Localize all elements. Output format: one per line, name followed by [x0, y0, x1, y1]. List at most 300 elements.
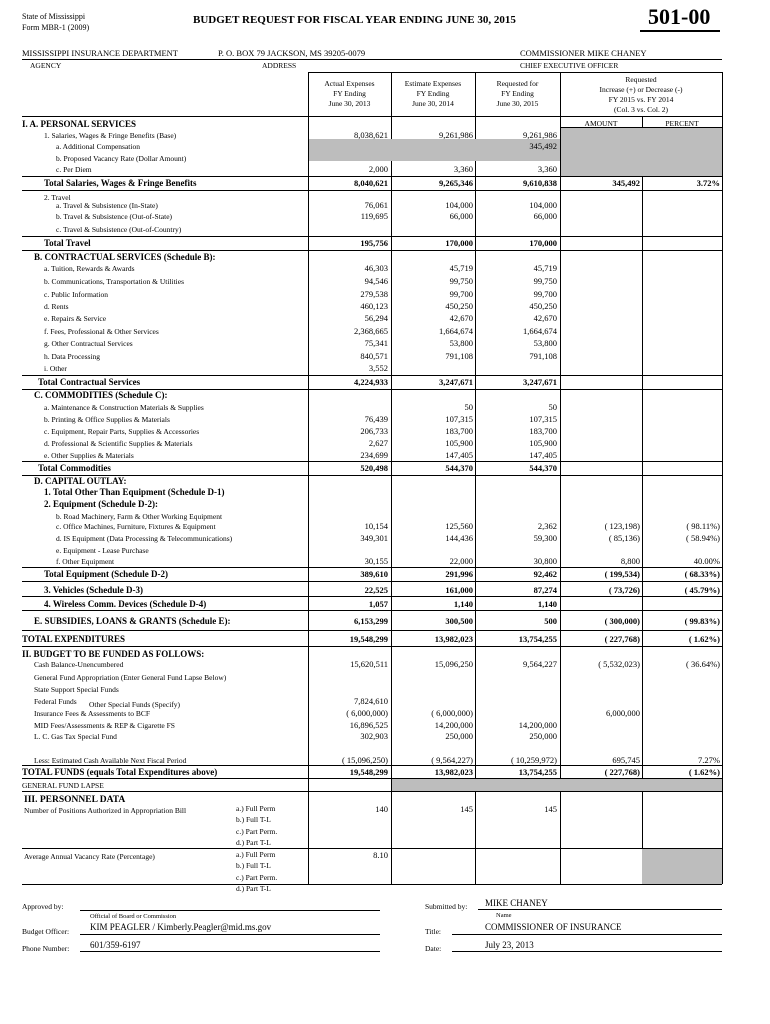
requested-value: 66,000 [533, 211, 557, 221]
approved-by-label: Approved by: [22, 902, 64, 911]
actual-value: 2,627 [368, 438, 388, 448]
date-line [452, 951, 722, 952]
row-label: 1. Total Other Than Equipment (Schedule D-1) [44, 487, 225, 497]
row-sep [22, 848, 722, 849]
table-row [0, 238, 770, 249]
table-row [0, 708, 770, 719]
table-row [0, 438, 770, 449]
table-row [0, 696, 770, 707]
page-title: BUDGET REQUEST FOR FISCAL YEAR ENDING JUNE 30, 2015 [193, 14, 516, 26]
table-row [0, 720, 770, 731]
table-row [0, 487, 770, 498]
estimate-value: 42,670 [449, 313, 473, 323]
table-row [0, 545, 770, 556]
estimate-value: 50 [464, 402, 473, 412]
row-label: Total Equipment (Schedule D-2) [44, 569, 168, 579]
row-label: 1. Salaries, Wages & Fringe Benefits (Base) [44, 131, 177, 140]
estimate-value: 9,265,346 [439, 178, 473, 188]
table-row [0, 351, 770, 362]
row-label: f. Fees, Professional & Other Services [44, 327, 159, 336]
row-sep [22, 596, 722, 597]
row-label: c. Equipment, Repair Parts, Supplies & Accessories [44, 427, 200, 436]
submitted-value: MIKE CHANEY [485, 898, 548, 908]
row-label: Less: Estimated Cash Available Next Fiscal Period [34, 756, 187, 765]
row-label: Total Travel [44, 238, 91, 248]
row-label: b. Proposed Vacancy Rate (Dollar Amount) [56, 154, 187, 163]
change-percent: 7.27% [698, 755, 720, 765]
actual-value: ( 15,096,250) [341, 755, 388, 765]
row-label: e. Repairs & Service [44, 314, 107, 323]
estimate-value: 3,360 [453, 164, 473, 174]
row-label: i. Other [44, 364, 67, 373]
submitted-line [478, 909, 722, 910]
row-label: TOTAL FUNDS (equals Total Expenditures above) [22, 767, 218, 777]
change-percent: ( 98.11%) [686, 521, 720, 531]
actual-value: 6,153,299 [354, 616, 388, 626]
estimate-value: 183,700 [445, 426, 473, 436]
state-label: State of Mississippi [22, 12, 86, 21]
row-label: a. Additional Compensation [56, 142, 140, 151]
actual-value: 94,546 [364, 276, 388, 286]
row-label: g. Other Contractual Services [44, 339, 133, 348]
row-label: d. IS Equipment (Data Processing & Telecommunications) [56, 534, 233, 543]
requested-value: 107,315 [529, 414, 557, 424]
submitted-label: Submitted by: [425, 902, 468, 911]
table-row [0, 599, 770, 610]
row-sep [22, 567, 722, 568]
actual-value: 520,498 [360, 463, 388, 473]
requested-value: 104,000 [529, 200, 557, 210]
table-row [0, 731, 770, 742]
col-requested-header: Requested for FY Ending June 30, 2015 [496, 79, 539, 108]
row-label: c. Office Machines, Furniture, Fixtures & Equipment [56, 522, 216, 531]
agency-address: P. O. BOX 79 JACKSON, MS 39205-0079 [218, 48, 366, 58]
requested-value: 2,362 [537, 521, 557, 531]
row-label: Cash Balance-Unencumbered [34, 660, 124, 669]
change-percent: ( 68.33%) [684, 569, 720, 579]
table-row [0, 224, 770, 235]
requested-value: 30,800 [533, 556, 557, 566]
actual-value: 19,548,299 [349, 634, 388, 644]
row-label: b. Printing & Office Supplies & Materials [44, 415, 170, 424]
requested-value: 3,247,671 [523, 377, 557, 387]
personnel-sub-label: d.) Part T-L [236, 884, 271, 893]
estimate-value: 105,900 [445, 438, 473, 448]
requested-value: 500 [544, 616, 557, 626]
row-sep [22, 791, 722, 792]
table-row [0, 313, 770, 324]
table-row [0, 569, 770, 580]
row-label: a. Maintenance & Construction Materials & Supplies [44, 403, 204, 412]
budget-officer-value: KIM PEAGLER / Kimberly.Peagler@mid.ms.gov [90, 922, 272, 932]
requested-value: 13,754,255 [518, 634, 557, 644]
actual-value: 75,341 [364, 338, 388, 348]
phone-line [80, 951, 380, 952]
row-label: C. COMMODITIES (Schedule C): [34, 390, 168, 400]
table-row [0, 521, 770, 532]
positions-label: Number of Positions Authorized in Appropriation Bill [24, 806, 187, 815]
estimate-value: 125,560 [445, 521, 473, 531]
table-row [0, 672, 770, 683]
row-sep [22, 778, 722, 779]
row-label: e. Other Supplies & Materials [44, 451, 134, 460]
row-label: TOTAL EXPENDITURES [22, 634, 125, 644]
actual-value: 2,368,665 [354, 326, 388, 336]
actual-value: 195,756 [360, 238, 388, 248]
estimate-value: 15,096,250 [434, 659, 473, 669]
requested-value: 1,140 [537, 599, 557, 609]
row-label: b. Communications, Transportation & Utilities [44, 277, 185, 286]
row-label: MID Fees/Assessments & REP & Cigarette FS [34, 721, 175, 730]
estimate-value: 22,000 [449, 556, 473, 566]
actual-value: ( 6,000,000) [346, 708, 388, 718]
table-row [0, 200, 770, 211]
estimate-value: 99,750 [449, 276, 473, 286]
change-percent: ( 1.62%) [688, 634, 720, 644]
row-label: E. SUBSIDIES, LOANS & GRANTS (Schedule E): [34, 616, 231, 626]
requested-value: 99,700 [533, 289, 557, 299]
grid-bottom [22, 884, 722, 885]
table-row [0, 659, 770, 670]
change-amount: ( 300,000) [604, 616, 640, 626]
title-label: Title: [425, 927, 441, 936]
requested-value: 50 [548, 402, 557, 412]
table-row [0, 476, 770, 487]
col-amount-header: AMOUNT [584, 119, 618, 128]
row-label: B. CONTRACTUAL SERVICES (Schedule B): [34, 252, 216, 262]
requested-value: 791,108 [529, 351, 557, 361]
col-change-header: Requested Increase (+) or Decrease (-) FY 2015 vs. FY 2014 (Col. 3 vs. Col. 2) [599, 75, 683, 114]
table-row [0, 684, 770, 695]
change-amount: 695,745 [612, 755, 640, 765]
requested-value: 13,754,255 [518, 767, 557, 777]
actual-value: 7,824,610 [354, 696, 388, 706]
requested-value: 450,250 [529, 301, 557, 311]
col-actual-header: Actual Expenses FY Ending June 30, 2013 [324, 79, 375, 108]
row-sep [22, 190, 722, 191]
change-percent: ( 45.79%) [684, 585, 720, 595]
vacancy-label: Average Annual Vacancy Rate (Percentage) [24, 852, 155, 861]
actual-value: 302,903 [360, 731, 388, 741]
table-row [0, 377, 770, 388]
row-label: a. Tuition, Rewards & Awards [44, 264, 135, 273]
personnel-sub-label: d.) Part T-L [236, 838, 271, 847]
estimate-value: 14,200,000 [434, 720, 473, 730]
title-value: COMMISSIONER OF INSURANCE [485, 922, 622, 932]
table-row [0, 326, 770, 337]
row-label: II. BUDGET TO BE FUNDED AS FOLLOWS: [22, 649, 205, 659]
estimate-value: 144,436 [445, 533, 473, 543]
row-sep [22, 461, 722, 462]
table-row [0, 463, 770, 474]
change-percent: ( 99.83%) [684, 616, 720, 626]
actual-value: 279,538 [360, 289, 388, 299]
row-label: Total Contractual Services [38, 377, 141, 387]
col-estimate-header: Estimate Expenses FY Ending June 30, 2014 [404, 79, 462, 108]
actual-value: 30,155 [364, 556, 388, 566]
row-sep [22, 176, 722, 177]
requested-value: 92,462 [533, 569, 557, 579]
change-percent: ( 1.62%) [688, 767, 720, 777]
ceo-caption: CHIEF EXECUTIVE OFFICER [520, 61, 619, 70]
budget-officer-label: Budget Officer: [22, 927, 70, 936]
requested-value: 9,261,986 [523, 130, 557, 140]
positions-actual: 140 [375, 804, 388, 814]
table-row [0, 164, 770, 175]
table-row [0, 276, 770, 287]
actual-value: 460,123 [360, 301, 388, 311]
row-label: b. Travel & Subsistence (Out-of-State) [56, 212, 173, 221]
estimate-value: 3,247,671 [439, 377, 473, 387]
change-amount: ( 227,768) [604, 634, 640, 644]
actual-value: 206,733 [360, 426, 388, 436]
personnel-title: III. PERSONNEL DATA [24, 795, 126, 805]
actual-value: 119,695 [360, 211, 388, 221]
change-percent: 40.00% [693, 556, 720, 566]
change-percent: ( 58.94%) [686, 533, 720, 543]
row-sep [22, 610, 722, 611]
row-sep [22, 581, 722, 582]
estimate-value: ( 6,000,000) [431, 708, 473, 718]
estimate-value: 300,500 [445, 616, 473, 626]
actual-value: 1,057 [368, 599, 388, 609]
row-label: I. A. PERSONAL SERVICES [22, 119, 136, 129]
estimate-value: 107,315 [445, 414, 473, 424]
actual-value: 56,294 [364, 313, 388, 323]
requested-value: 3,360 [537, 164, 557, 174]
requested-value: ( 10,259,972) [510, 755, 557, 765]
requested-value: 183,700 [529, 426, 557, 436]
estimate-value: 1,664,674 [439, 326, 473, 336]
table-row [0, 289, 770, 300]
row-label: D. CAPITAL OUTLAY: [34, 476, 127, 486]
row-label: d. Rents [44, 302, 69, 311]
estimate-value: 104,000 [445, 200, 473, 210]
actual-value: 16,896,525 [349, 720, 388, 730]
change-amount: ( 73,726) [608, 585, 640, 595]
table-row [0, 211, 770, 222]
row-sep [22, 630, 722, 631]
requested-value: 59,300 [533, 533, 557, 543]
change-amount: ( 227,768) [604, 767, 640, 777]
row-label: e. Equipment - Lease Purchase [56, 546, 149, 555]
personnel-sub-label: a.) Full Perm [236, 804, 276, 813]
change-amount: ( 85,136) [608, 533, 640, 543]
table-row [0, 301, 770, 312]
actual-value: 8,038,621 [354, 130, 388, 140]
table-row [0, 780, 770, 791]
official-caption: Official of Board or Commission [90, 913, 177, 920]
actual-value: 349,301 [360, 533, 388, 543]
actual-value: 3,552 [368, 363, 388, 373]
table-row [0, 585, 770, 596]
requested-value: 9,564,227 [523, 659, 557, 669]
row-label: h. Data Processing [44, 352, 101, 361]
estimate-value: 544,370 [445, 463, 473, 473]
actual-value: 2,000 [368, 164, 388, 174]
row-label: Federal Funds [34, 697, 77, 706]
table-row [0, 767, 770, 778]
change-amount: 6,000,000 [606, 708, 640, 718]
change-percent: 3.72% [696, 178, 720, 188]
header-rule [22, 59, 722, 60]
date-label: Date: [425, 944, 442, 953]
actual-value: 10,154 [364, 521, 388, 531]
grid-top [308, 72, 722, 73]
actual-value: 76,439 [364, 414, 388, 424]
table-row [0, 178, 770, 189]
estimate-value: 291,996 [445, 569, 473, 579]
requested-value: 9,610,838 [523, 178, 557, 188]
change-amount: ( 123,198) [604, 521, 640, 531]
estimate-value: 99,700 [449, 289, 473, 299]
requested-value: 345,492 [529, 141, 557, 151]
row-label: b. Road Machinery, Farm & Other Working Equipment [56, 512, 223, 521]
personnel-sub-label: b.) Full T-L [236, 861, 271, 870]
row-label: d. Professional & Scientific Supplies & Materials [44, 439, 193, 448]
table-row [0, 414, 770, 425]
change-amount: 345,492 [612, 178, 640, 188]
actual-value: 840,571 [360, 351, 388, 361]
table-row [0, 616, 770, 627]
table-row [0, 499, 770, 510]
row-label: c. Public Information [44, 290, 108, 299]
estimate-value: 1,140 [453, 599, 473, 609]
table-row [0, 402, 770, 413]
row-label: c. Per Diem [56, 165, 92, 174]
name-caption: Name [496, 912, 512, 919]
grid-head-bottom [22, 116, 722, 117]
requested-value: 99,750 [533, 276, 557, 286]
estimate-value: ( 9,564,227) [431, 755, 473, 765]
row-label: L. C. Gas Tax Special Fund [34, 732, 117, 741]
change-amount: ( 5,532,023) [598, 659, 640, 669]
personnel-sub-label: b.) Full T-L [236, 815, 271, 824]
approved-by-line [80, 910, 380, 911]
table-row [0, 363, 770, 374]
row-sep [22, 646, 722, 647]
budget-officer-line [80, 934, 380, 935]
row-label: 2. Travel [44, 193, 71, 202]
actual-value: 22,525 [364, 585, 388, 595]
row-label: f. Other Equipment [56, 557, 115, 566]
actual-value: 76,061 [364, 200, 388, 210]
actual-value: 15,620,511 [350, 659, 388, 669]
change-amount: 8,800 [620, 556, 640, 566]
shaded-block [642, 849, 722, 884]
address-caption: ADDRESS [262, 61, 297, 70]
actual-value: 4,224,933 [354, 377, 388, 387]
row-label: State Support Special Funds [34, 685, 119, 694]
estimate-value: 9,261,986 [439, 130, 473, 140]
requested-value: 170,000 [529, 238, 557, 248]
estimate-value: 147,405 [445, 450, 473, 460]
row-label: Insurance Fees & Assessments to BCF [34, 709, 151, 718]
requested-value: 42,670 [533, 313, 557, 323]
requested-value: 1,664,674 [523, 326, 557, 336]
requested-value: 45,719 [533, 263, 557, 273]
row-label: 2. Equipment (Schedule D-2): [44, 499, 159, 509]
form-label: Form MBR-1 (2009) [22, 23, 90, 32]
requested-value: 53,800 [533, 338, 557, 348]
personnel-sub-label: c.) Part Perm. [236, 827, 278, 836]
estimate-value: 791,108 [445, 351, 473, 361]
table-row [0, 130, 770, 141]
agency-name: MISSISSIPPI INSURANCE DEPARTMENT [22, 48, 178, 58]
ceo-name: COMMISSIONER MIKE CHANEY [520, 48, 647, 58]
estimate-value: 450,250 [445, 301, 473, 311]
table-row [0, 141, 770, 152]
code-underline [640, 30, 720, 32]
table-row [0, 533, 770, 544]
requested-value: 147,405 [529, 450, 557, 460]
table-row [0, 252, 770, 263]
table-row [0, 634, 770, 645]
positions-estimate: 145 [460, 804, 473, 814]
actual-value: 19,548,299 [349, 767, 388, 777]
row-label: Total Salaries, Wages & Fringe Benefits [44, 178, 197, 188]
actual-value: 234,699 [360, 450, 388, 460]
table-row [0, 390, 770, 401]
row-label: Total Commodities [38, 463, 111, 473]
requested-value: 544,370 [529, 463, 557, 473]
budget-code: 501-00 [648, 4, 711, 29]
row-label: General Fund Appropriation (Enter General Fund Lapse Below) [34, 673, 227, 682]
row-label: a. Travel & Subsistence (In-State) [56, 201, 158, 210]
estimate-value: 13,982,023 [434, 767, 473, 777]
row-label: c. Travel & Subsistence (Out-of-Country) [56, 225, 182, 234]
estimate-value: 161,000 [445, 585, 473, 595]
positions-requested: 145 [544, 804, 557, 814]
table-row [0, 338, 770, 349]
row-label: 4. Wireless Comm. Devices (Schedule D-4) [44, 599, 207, 609]
row-label: GENERAL FUND LAPSE [22, 781, 104, 790]
agency-caption: AGENCY [30, 61, 62, 70]
table-row [0, 426, 770, 437]
row-label: 3. Vehicles (Schedule D-3) [44, 585, 143, 595]
requested-value: 14,200,000 [518, 720, 557, 730]
personnel-sub-label: c.) Part Perm. [236, 873, 278, 882]
requested-value: 105,900 [529, 438, 557, 448]
estimate-value: 13,982,023 [434, 634, 473, 644]
estimate-value: 53,800 [449, 338, 473, 348]
other-special-funds-label: Other Special Funds (Specify) [89, 700, 181, 709]
phone-label: Phone Number: [22, 944, 70, 953]
table-row [0, 755, 770, 766]
table-row [0, 119, 770, 130]
requested-value: 87,274 [533, 585, 557, 595]
row-sep [22, 250, 722, 251]
vacancy-actual: 8.10 [373, 850, 388, 860]
estimate-value: 66,000 [449, 211, 473, 221]
requested-value: 250,000 [529, 731, 557, 741]
estimate-value: 170,000 [445, 238, 473, 248]
col-percent-header: PERCENT [665, 119, 699, 128]
estimate-value: 250,000 [445, 731, 473, 741]
title-line [452, 934, 722, 935]
estimate-value: 45,719 [449, 263, 473, 273]
table-row [0, 153, 770, 164]
actual-value: 389,610 [360, 569, 388, 579]
change-percent: ( 36.64%) [686, 659, 720, 669]
change-amount: ( 199,534) [604, 569, 640, 579]
row-sep [22, 375, 722, 376]
table-row [0, 556, 770, 567]
phone-value: 601/359-6197 [90, 940, 141, 950]
actual-value: 46,303 [364, 263, 388, 273]
date-value: July 23, 2013 [485, 940, 534, 950]
table-row [0, 263, 770, 274]
